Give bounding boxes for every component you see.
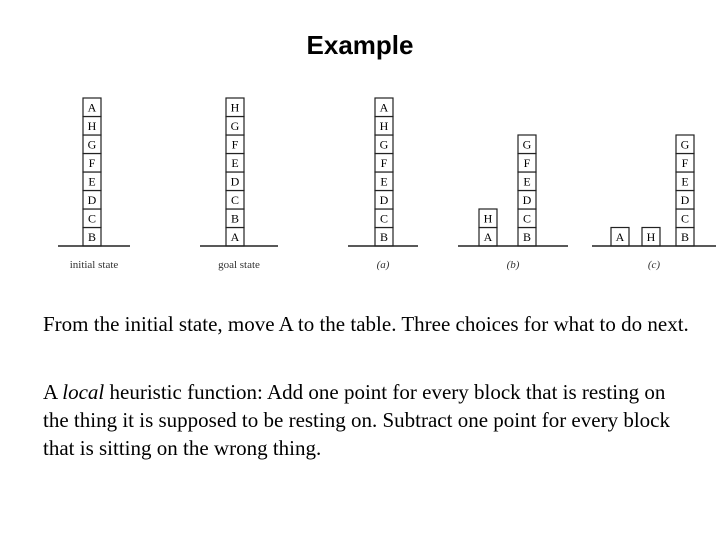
block-label: A [615,229,625,244]
state-caption: goal state [218,259,260,271]
block-label: F [231,137,239,152]
block-label: A [379,100,389,115]
block-label: H [230,100,240,115]
block-label: C [680,211,690,226]
block-label: G [230,118,240,133]
state-2 [200,98,278,271]
heuristic-prefix: A [43,380,63,404]
block-label: G [522,137,532,152]
block-label: D [87,192,97,207]
block-label: D [379,192,389,207]
state-caption: initial state [69,259,119,271]
state-caption: (c) [647,259,661,271]
block-label: C [379,211,389,226]
block-label: F [681,155,689,170]
block-label: D [680,192,690,207]
block-label: B [680,229,690,244]
block-label: D [522,192,532,207]
slide-title: Example [306,30,414,60]
state-5 [592,135,716,271]
state-caption: (b) [506,259,520,271]
block-label: F [380,155,388,170]
block-label: H [379,118,389,133]
block-label: H [483,211,493,226]
block-label: E [523,174,531,189]
block-label: G [379,137,389,152]
block-label: C [230,192,240,207]
heuristic-text: heuristic function: Add one point for every block that is resting on the thing it is supposed to be resting on. Subtract one point for every block that is sitting on the wrong thing. [43,380,670,460]
block-label: B [87,229,97,244]
state-4 [458,135,568,271]
block-label: E [681,174,689,189]
block-label: B [379,229,389,244]
block-label: F [523,155,531,170]
paragraph-initial-move: From the initial state, move A to the table. Three choices for what to do next. [43,312,689,336]
block-label: F [88,155,96,170]
block-label: G [680,137,690,152]
block-label: B [230,211,240,226]
block-label: A [230,229,240,244]
block-label: H [646,229,656,244]
heuristic-emphasis: local [62,380,105,404]
state-caption: (a) [376,259,390,271]
block-label: B [522,229,532,244]
block-label: H [87,118,97,133]
blocks-world-diagram [0,80,720,280]
block-label: A [87,100,97,115]
block-label: G [87,137,97,152]
block-label: C [87,211,97,226]
block-label: C [522,211,532,226]
state-1 [58,98,130,271]
block-label: E [231,155,239,170]
block-label: E [88,174,96,189]
block-label: A [483,229,493,244]
paragraph-heuristic [43,378,693,462]
block-label: E [380,174,388,189]
state-3 [348,98,418,271]
block-label: D [230,174,240,189]
